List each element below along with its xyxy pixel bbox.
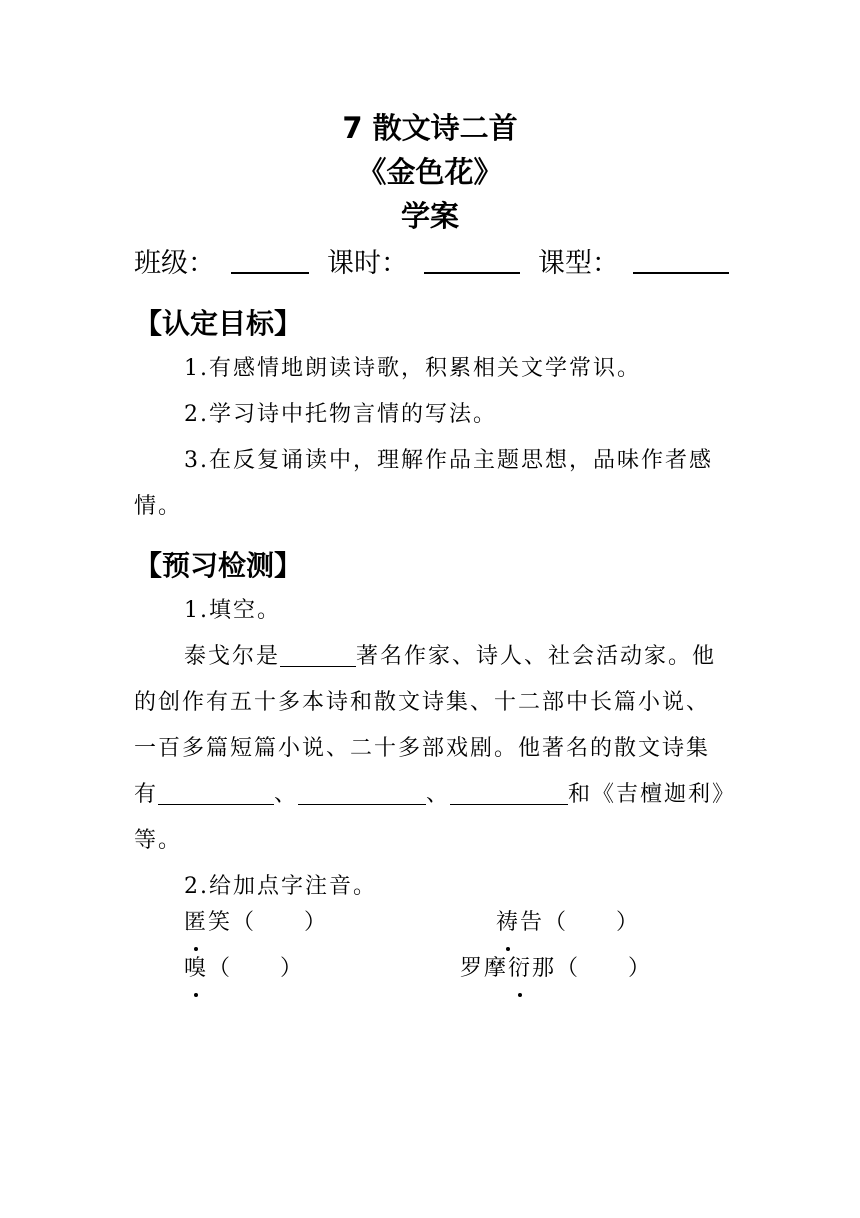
answer-blank-country[interactable] — [280, 642, 356, 667]
answer-blank-collection-2[interactable] — [298, 780, 426, 805]
period-label: 课时： — [327, 248, 408, 279]
dotted-char: 衍 — [508, 946, 532, 992]
pinyin-rest: （ ） — [208, 956, 305, 981]
goals-heading: 【认定目标】 — [134, 307, 303, 340]
goal-item-3: 3.在反复诵读中，理解作品主题思想，品味作者感情。 — [134, 448, 713, 519]
question-2-title: 2.给加点字注音。 — [184, 874, 377, 899]
answer-blank-collection-1[interactable] — [158, 780, 274, 805]
dotted-char: 匿 — [184, 900, 208, 946]
question-1-title: 1.填空。 — [184, 598, 281, 623]
q1-sep1: 、 — [274, 782, 299, 807]
preview-heading: 【预习检测】 — [134, 549, 303, 582]
pinyin-rest: 那（ ） — [532, 956, 653, 981]
q1-text-part3: 和《吉檀迦利》等。 — [134, 782, 726, 853]
dotted-char: 嗅 — [184, 946, 208, 992]
class-blank[interactable] — [231, 246, 309, 274]
doc-title-line1: 7 散文诗二首 — [342, 111, 518, 145]
goal-item-2: 2.学习诗中托物言情的写法。 — [184, 402, 497, 427]
pinyin-item-1 — [184, 900, 328, 946]
answer-blank-collection-3[interactable] — [450, 780, 568, 805]
pinyin-item-3 — [184, 946, 304, 992]
pinyin-item-2 — [496, 900, 640, 946]
meta-row — [134, 244, 734, 284]
dotted-char: 祷 — [496, 900, 520, 946]
doc-title-line2: 《金色花》 — [357, 155, 503, 189]
question-1-paragraph — [134, 634, 730, 864]
q1-text-part1: 泰戈尔是 — [184, 644, 281, 669]
pinyin-rest: 告（ ） — [520, 910, 641, 935]
class-label: 班级： — [134, 248, 215, 279]
period-blank[interactable] — [424, 246, 520, 274]
type-label: 课型： — [538, 248, 619, 279]
doc-title-line3: 学案 — [400, 199, 459, 233]
pinyin-prefix: 罗摩 — [460, 956, 509, 981]
q1-text-part2: 著名作家、诗人、社会活动家。他的创作有五十多本诗和散文诗集、十二部中长篇小说、一百多篇短篇小说、二十多部戏剧。他著名的散文诗集有 — [134, 644, 717, 807]
q1-sep2: 、 — [426, 782, 451, 807]
goal-item-1: 1.有感情地朗读诗歌，积累相关文学常识。 — [184, 356, 641, 381]
type-blank[interactable] — [633, 246, 729, 274]
pinyin-rest: 笑（ ） — [208, 910, 329, 935]
pinyin-item-4 — [460, 946, 652, 992]
